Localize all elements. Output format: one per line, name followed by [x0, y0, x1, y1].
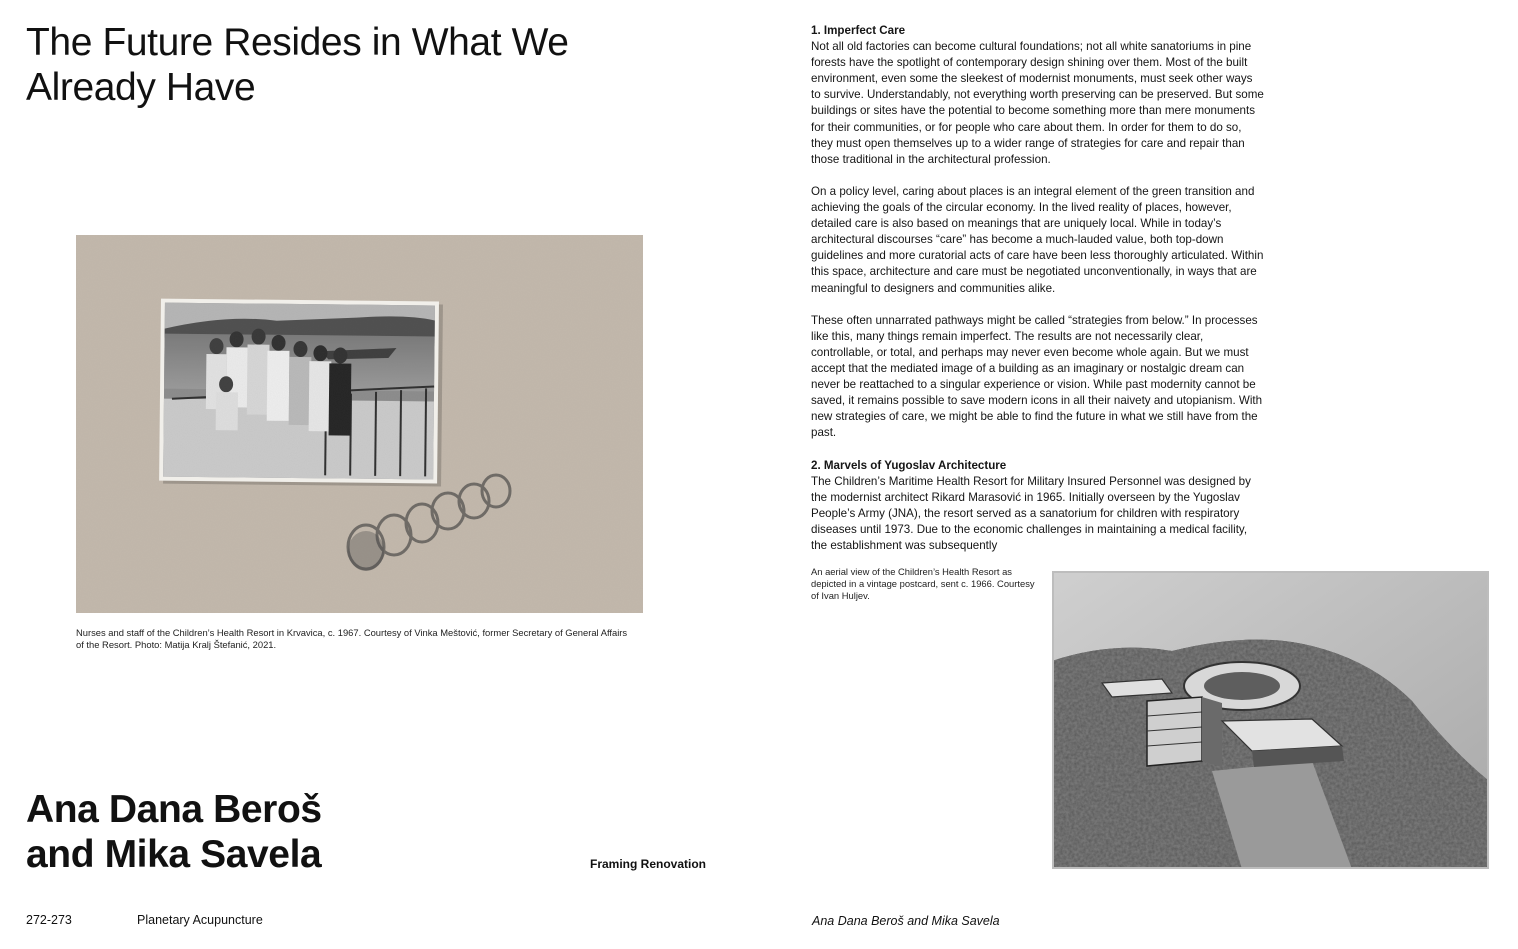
- article-title-line-1: The Future Resides in What We: [26, 21, 569, 64]
- article-title: [26, 20, 626, 110]
- nurses-photograph: [76, 235, 643, 613]
- section-heading: 1. Imperfect Care: [811, 24, 906, 37]
- paragraph: Not all old factories can become cultural foundations; not all white sanatoriums in pine forests have the spotlight of contemporary design shining over them. Most of the built environment, even some the sleekest of modernist monuments, must seek other ways to survive. Understandably, not everything worth preserving can be preserved. But some buildings or sites have the potential to become something more than mere monuments for their communities, or for people who care about them. In order for them to do so, they must open themselves up to a wider range of strategies for care and repair than those traditional in the architectural profession.: [811, 40, 1264, 166]
- aerial-photograph: [1052, 571, 1489, 869]
- photo-caption: Nurses and staff of the Children’s Health Resort in Krvavica, c. 1967. Courtesy of Vinka Meštović, former Secretary of General Affairs of the Resort. Photo: Matija Kralj Štefanić, 2021.: [76, 627, 628, 650]
- section-label: Framing Renovation: [590, 857, 707, 871]
- article-title-line-2: Already Have: [26, 66, 256, 109]
- photo-caption: An aerial view of the Children’s Health Resort as depicted in a vintage postcard, sent c. 1966. Courtesy of Ivan Huljev.: [811, 566, 1035, 601]
- page-numbers: 272-273: [26, 913, 72, 927]
- paragraph: These often unnarrated pathways might be called “strategies from below.” In processes like this, many things remain imperfect. The results are not necessarily clear, controllable, or total, and perhaps may never even become whole again. But we must accept that the mediated image of a building as an imaginary or nostalgic dream can never be reattached to a singular experience or vision. While past modernity cannot be saved, it remains possible to save modern icons in all their naivety and utopianism. With new strategies of care, we might be able to find the future in what we still have from the past.: [811, 313, 1263, 440]
- author-names-line-2: and Mika Savela: [26, 833, 322, 876]
- photograph-icon: [76, 235, 643, 613]
- running-footer-authors: Ana Dana Beroš and Mika Savela: [812, 914, 1000, 928]
- article-body: [811, 23, 1265, 554]
- author-names-line-1: Ana Dana Beroš: [26, 788, 322, 831]
- author-names: [26, 787, 426, 877]
- section-heading: 2. Marvels of Yugoslav Architecture: [811, 458, 1007, 472]
- aerial-photograph-icon: [1052, 571, 1489, 869]
- book-title: Planetary Acupuncture: [137, 913, 263, 927]
- paragraph: On a policy level, caring about places is an integral element of the green transition and achieving the goals of the circular economy. In the lived reality of places, however, detailed care is also based on meanings that are uniquely local. While in today’s architectural discourses “care” has become a much-lauded value, both top-down guidelines and more curatorial acts of care have been less thoroughly articulated. Within this space, architecture and care must be negotiated unconventionally, in ways that are meaningful to designers and communities alike.: [811, 184, 1264, 295]
- paragraph: The Children’s Maritime Health Resort for Military Insured Personnel was designed by the modernist architect Rikard Marasović in 1965. Initially overseen by the Yugoslav People’s Army (JNA), the resort served as a sanatorium for children with respiratory diseases until 1973. Due to the economic challenges in maintaining a medical facility, the establishment was subsequently: [811, 474, 1251, 552]
